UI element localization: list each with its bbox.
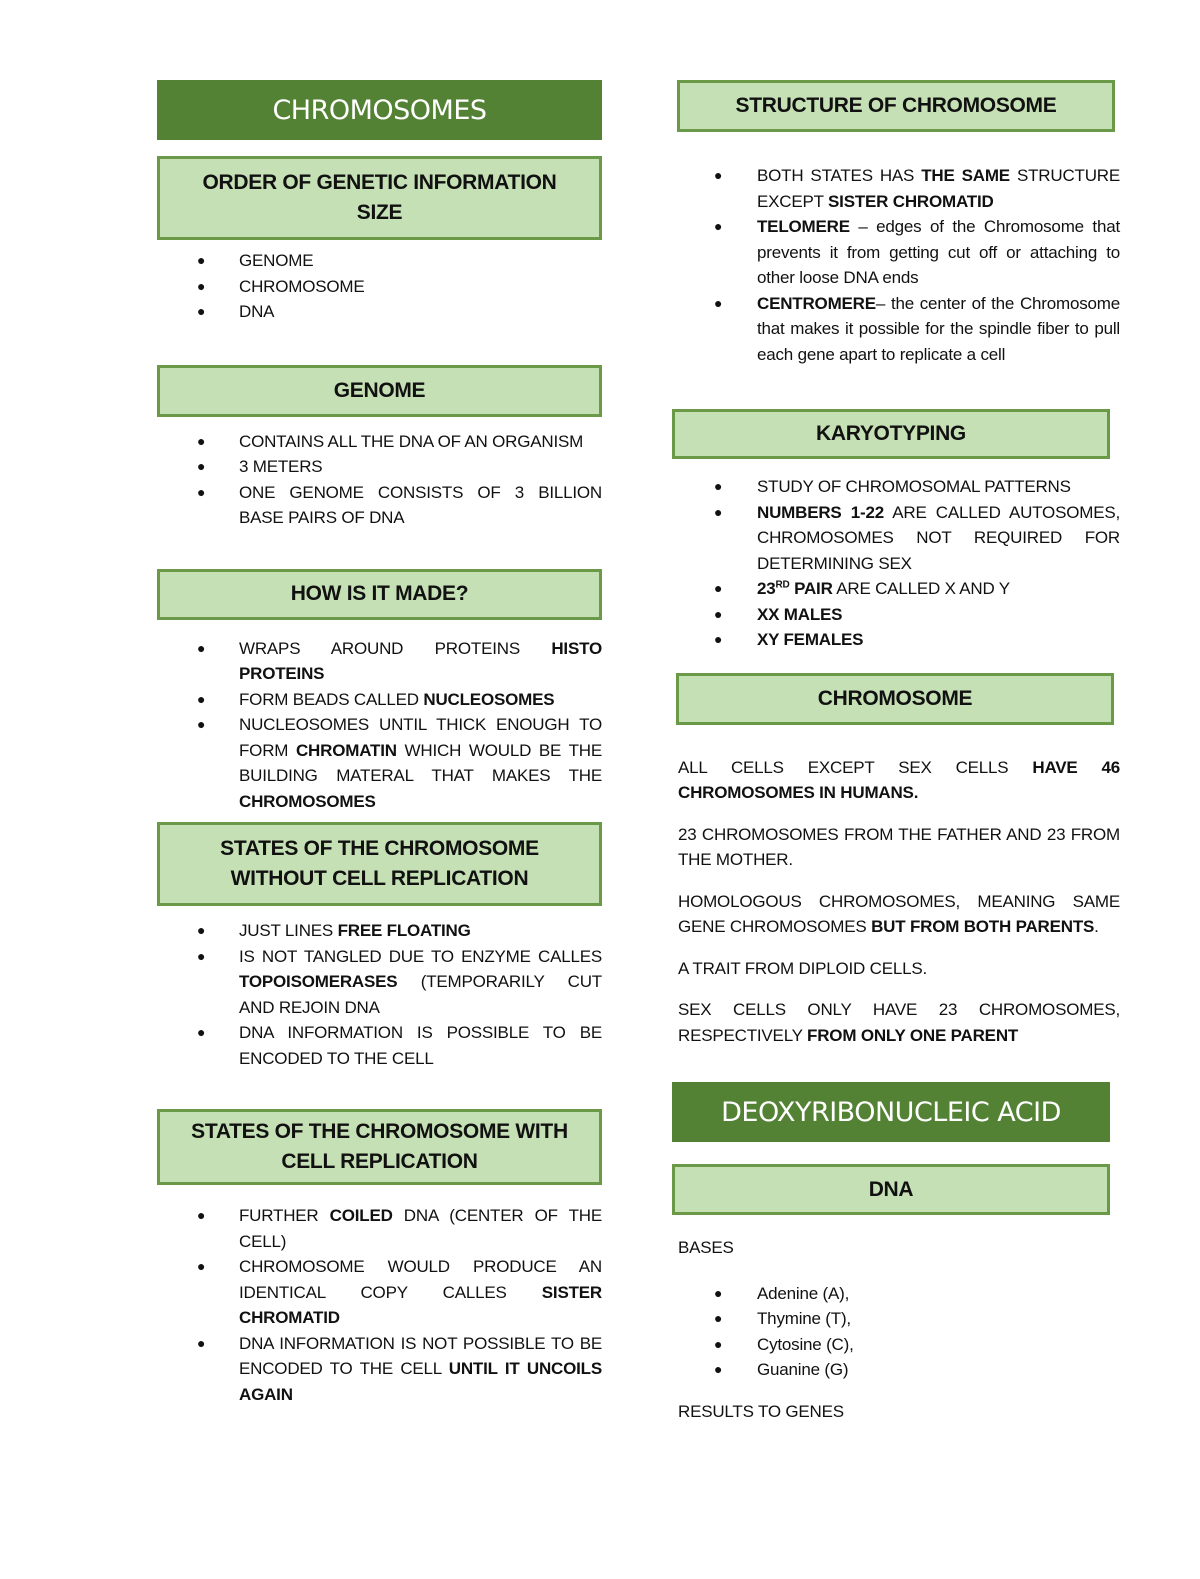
made-heading: HOW IS IT MADE?	[290, 582, 469, 605]
without-heading-line-2: WITHOUT CELL REPLICATION	[230, 867, 529, 890]
genome-heading-box	[157, 365, 602, 417]
with-list	[157, 1203, 602, 1407]
list-item: ● Guanine (G)	[672, 1357, 1120, 1383]
order-list	[157, 248, 602, 325]
without-heading-box	[157, 822, 602, 906]
without-heading-line-1: STATES OF THE CHROMOSOME	[220, 837, 539, 860]
paragraph: A TRAIT FROM DIPLOID CELLS.	[678, 958, 928, 978]
list-item: ● NUMBERS 1-22 ARE CALLED AUTOSOMES, CHROMOSOMES NOT REQUIRED FOR DETERMINING SEX	[672, 500, 1120, 577]
bases-list	[672, 1281, 1120, 1383]
list-item: ● CHROMOSOME WOULD PRODUCE AN IDENTICAL COPY CALLES SISTER CHROMATID	[157, 1254, 602, 1331]
structure-heading-box	[677, 80, 1115, 132]
list-item: ● JUST LINES FREE FLOATING	[157, 918, 602, 944]
list-item: ● FORM BEADS CALLED NUCLEOSOMES	[157, 687, 602, 713]
chromosome-paragraphs	[672, 755, 1120, 1049]
right-column	[672, 80, 1120, 1424]
list-item: ● DNA INFORMATION IS NOT POSSIBLE TO BE ENCODED TO THE CELL UNTIL IT UNCOILS AGAIN	[157, 1331, 602, 1408]
list-item: ● CONTAINS ALL THE DNA OF AN ORGANISM	[157, 429, 602, 455]
made-list	[157, 636, 602, 815]
dna-result	[672, 1399, 1120, 1425]
structure-list	[672, 163, 1120, 367]
list-item: ● Cytosine (C),	[672, 1332, 1120, 1358]
dna-heading-box	[672, 1164, 1110, 1215]
list-item: ● CENTROMERE– the center of the Chromosome that makes it possible for the spindle fiber to pull each gene apart to replicate a cell	[672, 291, 1120, 368]
list-item: ● CHROMOSOME	[157, 274, 602, 300]
list-item: ● TELOMERE – edges of the Chromosome that prevents it from getting cut off or attaching to other loose DNA ends	[672, 214, 1120, 291]
paragraph: 23 CHROMOSOMES FROM THE FATHER AND 23 FROM THE MOTHER.	[678, 824, 1120, 869]
paragraph: HOMOLOGOUS CHROMOSOMES, MEANING SAME GENE CHROMOSOMES BUT FROM BOTH PARENTS.	[678, 891, 1120, 936]
list-item: ● STUDY OF CHROMOSOMAL PATTERNS	[672, 474, 1120, 500]
chromosomes-banner	[157, 80, 602, 140]
left-column	[157, 80, 602, 1407]
with-heading-line-2: CELL REPLICATION	[281, 1150, 478, 1173]
genome-heading: GENOME	[333, 378, 426, 402]
result-text: RESULTS TO GENES	[678, 1401, 844, 1421]
structure-heading: STRUCTURE OF CHROMOSOME	[735, 94, 1057, 117]
order-heading: ORDER OF GENETIC INFORMATION SIZE	[202, 171, 557, 224]
list-item: ● Adenine (A),	[672, 1281, 1120, 1307]
list-item: ● NUCLEOSOMES UNTIL THICK ENOUGH TO FORM CHROMATIN WHICH WOULD BE THE BUILDING MATERAL THAT MAKES THE CHROMOSOMES	[157, 712, 602, 814]
karyotyping-heading: KARYOTYPING	[816, 422, 966, 445]
list-item: ● IS NOT TANGLED DUE TO ENZYME CALLES TOPOISOMERASES (TEMPORARILY CUT AND REJOIN DNA	[157, 944, 602, 1021]
chromosome-heading-box	[676, 673, 1114, 725]
chromosomes-title: CHROMOSOMES	[272, 94, 487, 126]
karyotyping-list	[672, 474, 1120, 653]
paragraph: ALL CELLS EXCEPT SEX CELLS HAVE 46 CHROMOSOMES IN HUMANS.	[678, 757, 1120, 802]
list-item: ● DNA INFORMATION IS POSSIBLE TO BE ENCODED TO THE CELL	[157, 1020, 602, 1071]
order-heading-box	[157, 156, 602, 240]
dna-title: DEOXYRIBONUCLEIC ACID	[721, 1096, 1061, 1128]
dna-heading: DNA	[868, 1177, 914, 1201]
list-item: ● BOTH STATES HAS THE SAME STRUCTURE EXCEPT SISTER CHROMATID	[672, 163, 1120, 214]
list-item: ● GENOME	[157, 248, 602, 274]
list-item: ● Thymine (T),	[672, 1306, 1120, 1332]
without-list	[157, 918, 602, 1071]
list-item: ● 23RD PAIR ARE CALLED X AND Y	[672, 576, 1120, 602]
bases-label: BASES	[678, 1238, 734, 1257]
list-item: ● DNA	[157, 299, 602, 325]
dna-banner	[672, 1082, 1110, 1142]
karyotyping-heading-box	[672, 409, 1110, 459]
dna-content	[672, 1235, 1120, 1261]
chromosome-heading: CHROMOSOME	[817, 686, 973, 710]
genome-list	[157, 429, 602, 531]
with-heading-line-1: STATES OF THE CHROMOSOME WITH	[191, 1120, 568, 1143]
list-item: ● XY FEMALES	[672, 627, 1120, 653]
paragraph: SEX CELLS ONLY HAVE 23 CHROMOSOMES, RESPECTIVELY FROM ONLY ONE PARENT	[678, 1000, 1120, 1045]
list-item: ● XX MALES	[672, 602, 1120, 628]
made-heading-box	[157, 569, 602, 620]
list-item: ● 3 METERS	[157, 454, 602, 480]
list-item: ● ONE GENOME CONSISTS OF 3 BILLION BASE PAIRS OF DNA	[157, 480, 602, 531]
list-item: ● FURTHER COILED DNA (CENTER OF THE CELL)	[157, 1203, 602, 1254]
with-heading-box	[157, 1109, 602, 1185]
list-item: ● WRAPS AROUND PROTEINS HISTO PROTEINS	[157, 636, 602, 687]
